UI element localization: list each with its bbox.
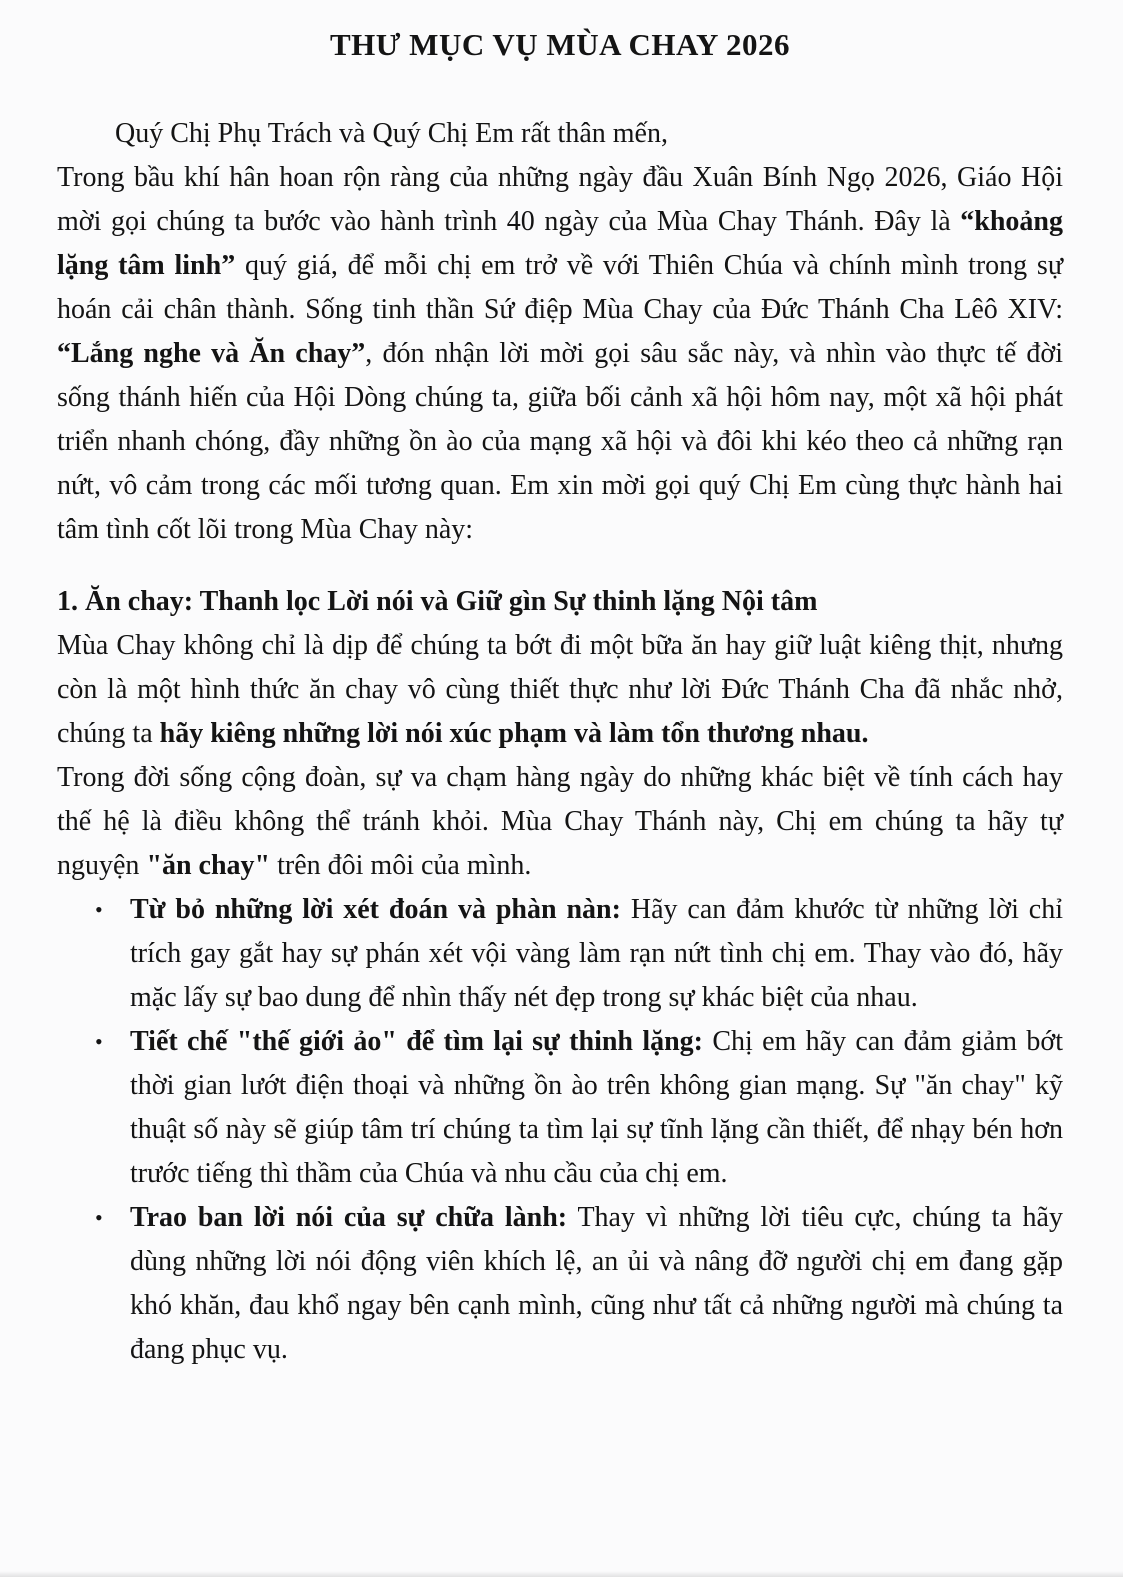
community-text-1: Trong đời sống cộng đoàn, sự va chạm hàng ngày do những khác biệt về tính cách hay thế hệ là điều không thể tránh khỏi. Mùa Chay Thánh này, Chị em chúng ta hãy tự nguyện (57, 762, 1063, 881)
letter-title: THƯ MỤC VỤ MÙA CHAY 2026 (329, 27, 791, 62)
fasting-bold-exhortation: hãy kiêng những lời nói xúc phạm và làm tổn thương nhau. (159, 718, 869, 749)
intro-text-2: quý giá, để mỗi chị em trở về với Thiên Chúa và chính mình trong sự hoán cải chân thành. Sống tinh thần Sứ điệp Mùa Chay của Đức Thánh Cha Lêô XIV: (57, 250, 1063, 325)
fasting-paragraph (57, 624, 1063, 756)
quote-pope-message: “Lắng nghe và Ăn chay” (57, 338, 366, 369)
bullet-text: Thay vì những lời tiêu cực, chúng ta hãy dùng những lời nói động viên khích lệ, an ủi và nâng đỡ người chị em đang gặp khó khăn, đau khổ ngay bên cạnh mình, cũng như tất cả những người mà chúng ta đang phục vụ. (130, 1202, 1063, 1365)
salutation: Quý Chị Phụ Trách và Quý Chị Em rất thân mến, (115, 118, 668, 149)
intro-text-3: , đón nhận lời mời gọi sâu sắc này, và nhìn vào thực tế đời sống thánh hiến của Hội Dòng chúng ta, giữa bối cảnh xã hội hôm nay, một xã hội phát triển nhanh chóng, đầy những ồn ào của mạng xã hội và đôi khi kéo theo cả những rạn nứt, vô cảm trong các mối tương quan. Em xin mời gọi quý Chị Em cùng thực hành hai tâm tình cốt lõi trong Mùa Chay này: (57, 338, 1063, 545)
quote-an-chay: "ăn chay" (146, 850, 271, 881)
intro-paragraph (57, 156, 1063, 552)
section-1-heading: 1. Ăn chay: Thanh lọc Lời nói và Giữ gìn Sự thinh lặng Nội tâm (57, 586, 818, 617)
list-item-limit-virtual-world (57, 1020, 1063, 1196)
bullet-lead: Trao ban lời nói của sự chữa lành: (130, 1202, 568, 1233)
fasting-text: Mùa Chay không chỉ là dịp để chúng ta bớt đi một bữa ăn hay giữ luật kiêng thịt, nhưng còn là một hình thức ăn chay vô cùng thiết thực như lời Đức Thánh Cha đã nhắc nhở, chúng ta (57, 630, 1063, 749)
bullet-icon: • (95, 1029, 103, 1054)
bullet-text: Chị em hãy can đảm giảm bớt thời gian lướt điện thoại và những ồn ào trên không gian mạng. Sự "ăn chay" kỹ thuật số này sẽ giúp tâm trí chúng ta tìm lại sự tĩnh lặng cần thiết, để nhạy bén hơn trước tiếng thì thầm của Chúa và nhu cầu của chị em. (130, 1026, 1063, 1189)
bullet-icon: • (95, 1205, 103, 1230)
community-text-2: trên đôi môi của mình. (270, 850, 532, 881)
bullet-lead: Tiết chế "thế giới ảo" để tìm lại sự thinh lặng: (130, 1026, 704, 1057)
bullet-lead: Từ bỏ những lời xét đoán và phàn nàn: (130, 894, 621, 925)
quote-spiritual-pause: “khoảng lặng tâm linh” (57, 206, 1063, 281)
bullet-icon: • (95, 897, 103, 922)
list-item-healing-words (57, 1196, 1063, 1372)
community-paragraph (57, 756, 1063, 888)
bullet-text: Hãy can đảm khước từ những lời chỉ trích gay gắt hay sự phán xét vội vàng làm rạn nứt tình chị em. Thay vào đó, hãy mặc lấy sự bao dung để nhìn thấy nét đẹp trong sự khác biệt của nhau. (130, 894, 1064, 1013)
list-item-renounce-judgment (57, 888, 1063, 1020)
practice-list (57, 888, 1063, 1372)
intro-text-1: Trong bầu khí hân hoan rộn ràng của những ngày đầu Xuân Bính Ngọ 2026, Giáo Hội mời gọi chúng ta bước vào hành trình 40 ngày của Mùa Chay Thánh. Đây là (57, 162, 1063, 237)
